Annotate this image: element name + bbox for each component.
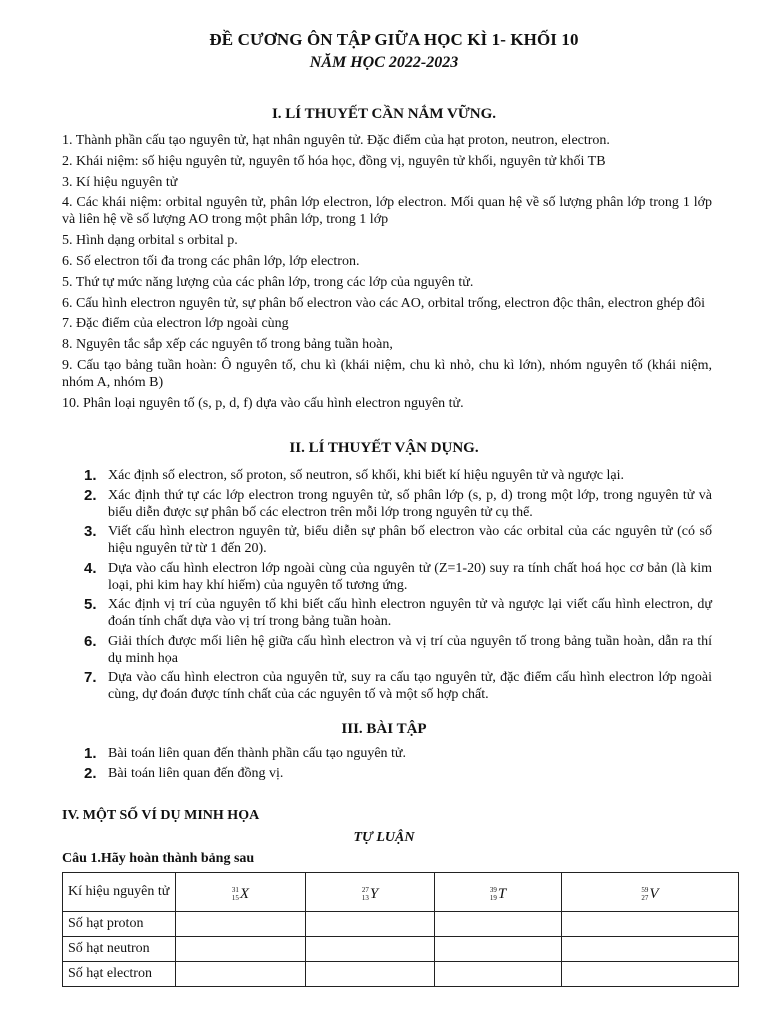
- theory-item: 1. Thành phần cấu tạo nguyên tử, hạt nhân nguyên tử. Đặc điểm của hạt proton, neutron, electron.: [62, 133, 610, 148]
- list-item: [62, 745, 712, 762]
- document-subtitle: NĂM HỌC 2022-2023: [309, 54, 459, 71]
- list-number: 7.: [84, 669, 97, 686]
- theory-item: 5. Hình dạng orbital s orbital p.: [62, 233, 238, 249]
- table-cell: [562, 937, 739, 962]
- table-row: [63, 937, 739, 962]
- list-number: 4.: [84, 559, 97, 577]
- list-text: Xác định vị trí của nguyên tố khi biết cấu hình electron nguyên tử và ngược lại viết cấu hình electron, dự đoán tính chất dựa vào vị trí trong bảng tuần hoàn.: [108, 597, 712, 629]
- list-item: [62, 560, 712, 594]
- theory-item: 2. Khái niệm: số hiệu nguyên tử, nguyên tố hóa học, đồng vị, nguyên tử khối, nguyên tử khối TB: [62, 153, 606, 169]
- section-1-list: [62, 132, 712, 416]
- question-1: Câu 1.Hãy hoàn thành bảng sau: [62, 851, 255, 866]
- list-text: Dựa vào cấu hình electron của nguyên tử, suy ra cấu tạo nguyên tử, đặc điểm cấu hình electron lớp ngoài cùng, dự đoán được tính chất của các nguyên tố và một số hợp chất.: [108, 670, 712, 702]
- isotope-symbol: 31 15 X: [176, 873, 306, 912]
- table-cell: [435, 937, 562, 962]
- list-number: 5.: [84, 596, 97, 613]
- theory-item: 3. Kí hiệu nguyên tử: [62, 174, 178, 190]
- list-item: [62, 467, 712, 484]
- table-cell: [306, 962, 435, 987]
- section-1-heading: I. LÍ THUYẾT CẦN NẮM VỮNG.: [271, 106, 497, 122]
- section-3-list: [62, 745, 712, 784]
- row-label: Số hạt electron: [63, 962, 176, 987]
- list-text: Xác định thứ tự các lớp electron trong nguyên tử, số phân lớp (s, p, d) trong một lớp, trong nguyên tử và biểu diễn được sự phân bố các electron trên mỗi lớp trong nguyên tử cụ thể.: [108, 487, 712, 520]
- table-row: [63, 912, 739, 937]
- list-text: Bài toán liên quan đến đồng vị.: [108, 765, 284, 781]
- list-text: Viết cấu hình electron nguyên tử, biểu diễn sự phân bố electron vào các orbital của các nguyên tử (có số hiệu nguyên tử từ 1 đến 20).: [108, 524, 712, 556]
- table-cell: [435, 962, 562, 987]
- atomic-table: [62, 872, 739, 987]
- document-title: ĐỀ CƯƠNG ÔN TẬP GIỮA HỌC KÌ 1- KHỐI 10: [209, 30, 579, 49]
- table-header-row: [63, 873, 739, 912]
- list-item: [62, 669, 712, 703]
- list-text: Dựa vào cấu hình electron lớp ngoài cùng của nguyên tử (Z=1-20) suy ra tính chất hoá học cơ bản (là kim loại, phi kim hay khí hiếm) của nguyên tố tương ứng.: [108, 560, 712, 593]
- table-cell: [562, 962, 739, 987]
- list-item: [62, 765, 712, 782]
- theory-item: 5. Thứ tự mức năng lượng của các phân lớp, trong các lớp của nguyên tử.: [62, 274, 474, 290]
- section-2-heading: II. LÍ THUYẾT VẬN DỤNG.: [289, 440, 479, 456]
- table-cell: [176, 962, 306, 987]
- list-number: 1.: [84, 745, 97, 762]
- table-cell: [176, 912, 306, 937]
- row-label: Số hạt neutron: [63, 937, 176, 962]
- table-cell: [176, 937, 306, 962]
- list-item: [62, 523, 712, 557]
- list-text: Giải thích được mối liên hệ giữa cấu hình electron và vị trí của nguyên tố trong bảng tuần hoàn, dẫn ra thí dụ minh họa: [108, 633, 712, 666]
- section-4-subheading: TỰ LUẬN: [353, 830, 415, 845]
- isotope-symbol: 59 27 V: [562, 873, 739, 912]
- isotope-symbol: 39 19 T: [435, 873, 562, 912]
- list-item: [62, 596, 712, 630]
- list-item: [62, 633, 712, 667]
- list-number: 2.: [84, 764, 97, 782]
- list-number: 3.: [84, 523, 97, 540]
- row-label: Số hạt proton: [63, 912, 176, 937]
- theory-item: 9. Cấu tạo bảng tuần hoàn: Ô nguyên tố, chu kì (khái niệm, chu kì nhỏ, chu kì lớn), nhóm nguyên tố (khái niệm, nhóm A, nhóm B): [62, 357, 712, 390]
- table-cell: [562, 912, 739, 937]
- section-3-heading: III. BÀI TẬP: [341, 721, 427, 737]
- list-number: 1.: [84, 467, 97, 484]
- list-item: [62, 487, 712, 521]
- theory-item: 7. Đặc điểm của electron lớp ngoài cùng: [62, 316, 289, 332]
- theory-item: 4. Các khái niệm: orbital nguyên tử, phân lớp electron, lớp electron. Mối quan hệ về số lượng phân lớp trong 1 lớp và liên hệ về số lượng AO trong một phân lớp, trong 1 lớp: [62, 195, 712, 228]
- theory-item: 6. Số electron tối đa trong các phân lớp, lớp electron.: [62, 253, 360, 269]
- table-cell: [306, 912, 435, 937]
- isotope-symbol: 27 13 Y: [306, 873, 435, 912]
- theory-item: 6. Cấu hình electron nguyên tử, sự phân bố electron vào các AO, orbital trống, electron độc thân, electron ghép đôi: [62, 295, 706, 311]
- table-row: [63, 962, 739, 987]
- table-cell: [306, 937, 435, 962]
- list-number: 2.: [84, 486, 97, 504]
- theory-item: 10. Phân loại nguyên tố (s, p, d, f) dựa vào cấu hình electron nguyên tử.: [62, 395, 464, 411]
- list-text: Xác định số electron, số proton, số neutron, số khối, khi biết kí hiệu nguyên tử và ngược lại.: [108, 468, 624, 483]
- list-text: Bài toán liên quan đến thành phần cấu tạo nguyên tử.: [108, 746, 407, 761]
- section-2-list: [62, 467, 712, 706]
- list-number: 6.: [84, 632, 97, 650]
- theory-item: 8. Nguyên tắc sắp xếp các nguyên tố trong bảng tuần hoàn,: [62, 337, 393, 353]
- table-cell: [435, 912, 562, 937]
- table-header-label: Kí hiệu nguyên tử: [63, 873, 176, 912]
- section-4-heading: IV. MỘT SỐ VÍ DỤ MINH HỌA: [62, 808, 260, 823]
